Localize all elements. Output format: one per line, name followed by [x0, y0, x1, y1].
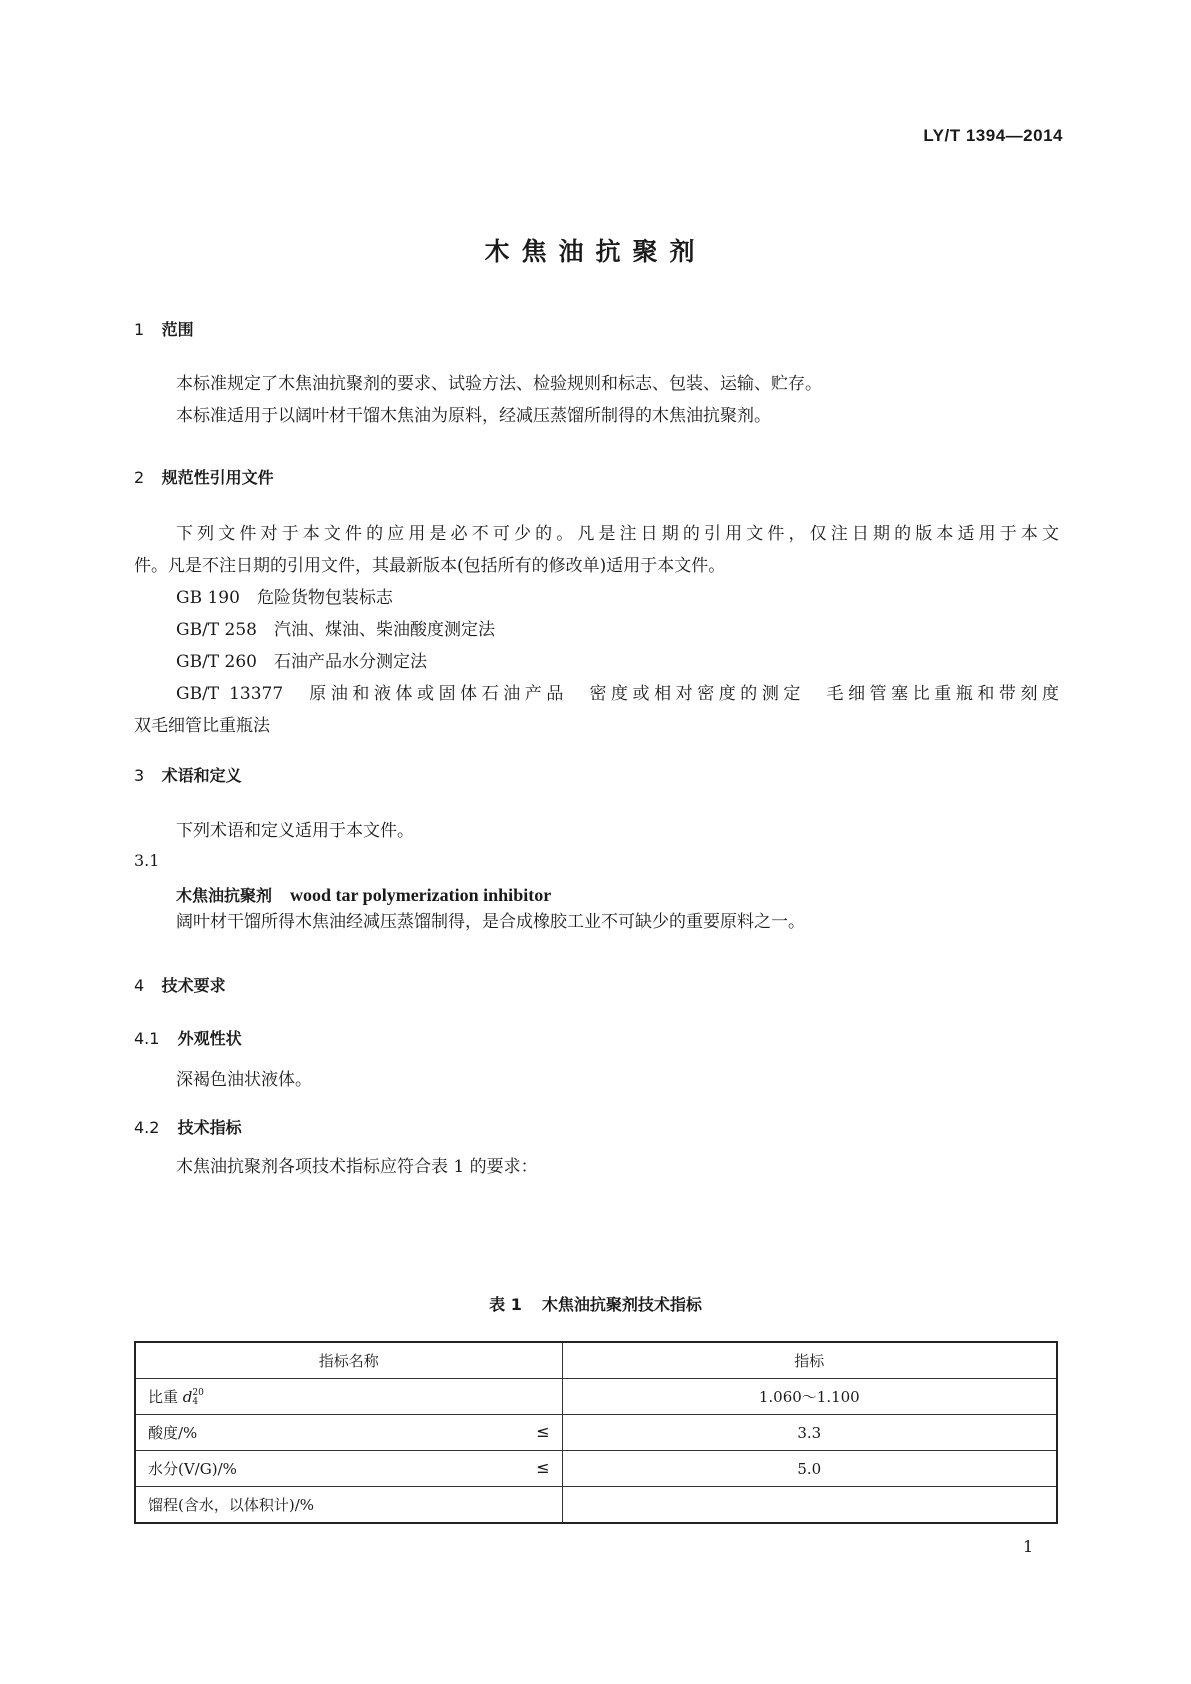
reference-title: 汽油、煤油、柴油酸度测定法 [274, 620, 495, 640]
section-title: 范围 [161, 320, 194, 339]
term-number: 3.1 [134, 851, 160, 870]
table-caption [0, 1292, 1191, 1315]
table-cell-value: 1.060～1.100 [562, 1379, 1057, 1415]
reference-code: GB/T 13377 [176, 684, 284, 704]
paragraph: 本标准规定了木焦油抗聚剂的要求、试验方法、检验规则和标志、包装、运输、贮存。 [176, 374, 822, 394]
density-symbol: d [182, 1388, 193, 1406]
term-definition [134, 906, 1101, 938]
paragraph: 下列术语和定义适用于本文件。 [176, 821, 414, 841]
paragraph: 木焦油抗聚剂各项技术指标应符合表 1 的要求： [176, 1157, 538, 1177]
section-2-body [134, 518, 1059, 742]
section-number: 4.2 [134, 1118, 160, 1137]
subsection-4-1-body [134, 1064, 1101, 1096]
subsection-4-1-heading [134, 1026, 242, 1049]
table-cell-value [562, 1487, 1057, 1524]
less-equal-symbol: ≤ [536, 1458, 550, 1477]
table-cell-value: 5.0 [562, 1451, 1057, 1487]
less-equal-symbol: ≤ [536, 1422, 550, 1441]
indicator-name: 酸度/% [148, 1424, 198, 1442]
symbol-subscript: 4 [192, 1397, 199, 1407]
term-entry [176, 883, 551, 906]
table-number: 表 1 [489, 1295, 522, 1314]
reference-title: 危险货物包装标志 [256, 588, 393, 608]
reference-code: GB/T 258 [176, 620, 257, 640]
table-title: 木焦油抗聚剂技术指标 [541, 1295, 702, 1314]
table-row [135, 1415, 1057, 1451]
section-3-intro [134, 815, 1101, 847]
section-title: 技术指标 [177, 1118, 242, 1137]
table-header-cell: 指标名称 [135, 1342, 562, 1379]
table-header-row [135, 1342, 1057, 1379]
section-2-heading [134, 465, 274, 488]
page-number: 1 [1023, 1537, 1034, 1556]
table-cell-name [135, 1451, 562, 1487]
section-number: 1 [134, 320, 145, 339]
term-chinese: 木焦油抗聚剂 [176, 886, 273, 905]
section-4-heading [134, 973, 226, 996]
section-3-heading [134, 763, 242, 786]
indicator-name: 馏程(含水，以体积计)/% [148, 1496, 315, 1514]
subsection-4-2-body [134, 1151, 1101, 1183]
paragraph: 阔叶材干馏所得木焦油经减压蒸馏制得，是合成橡胶工业不可缺少的重要原料之一。 [176, 912, 805, 932]
paragraph: 深褐色油状液体。 [176, 1070, 312, 1090]
reference-code: GB/T 260 [176, 652, 257, 672]
section-title: 术语和定义 [161, 766, 242, 785]
standard-code: LY/T 1394—2014 [923, 126, 1063, 145]
spec-table [134, 1341, 1058, 1524]
section-1-body [134, 368, 1101, 432]
paragraph-line: 件。凡是不注日期的引用文件，其最新版本(包括所有的修改单)适用于本文件。 [134, 556, 726, 576]
subsection-4-2-heading [134, 1115, 242, 1138]
reference-item [134, 646, 1059, 678]
section-number: 3 [134, 766, 145, 785]
section-1-heading [134, 317, 194, 340]
reference-item [134, 678, 1059, 710]
table-row [135, 1487, 1057, 1524]
table-header-cell: 指标 [562, 1342, 1057, 1379]
paragraph: 本标准适用于以阔叶材干馏木焦油为原料，经减压蒸馏所制得的木焦油抗聚剂。 [176, 406, 771, 426]
section-title: 外观性状 [177, 1029, 242, 1048]
table-row [135, 1451, 1057, 1487]
paragraph-line: 下列文件对于本文件的应用是必不可少的。凡是注日期的引用文件，仅注日期的版本适用于本文 [176, 524, 1059, 544]
table-cell-value: 3.3 [562, 1415, 1057, 1451]
document-title: 木焦油抗聚剂 [484, 237, 707, 266]
reference-title: 石油产品水分测定法 [274, 652, 427, 672]
reference-item [134, 614, 1059, 646]
table-cell-name [135, 1487, 562, 1524]
section-title: 规范性引用文件 [161, 468, 274, 487]
term-english: wood tar polymerization inhibitor [290, 885, 552, 905]
section-number: 2 [134, 468, 145, 487]
section-number: 4.1 [134, 1029, 160, 1048]
reference-item [134, 582, 1059, 614]
indicator-name: 比重 [148, 1388, 179, 1406]
reference-title: 原油和液体或固体石油产品 密度或相对密度的测定 毛细管塞比重瓶和带刻度 [309, 684, 1060, 704]
reference-code: GB 190 [176, 588, 240, 608]
symbol-superscript: 20 [192, 1388, 204, 1398]
table-row [135, 1379, 1057, 1415]
table-cell-name [135, 1379, 562, 1415]
table-cell-name [135, 1415, 562, 1451]
section-title: 技术要求 [161, 976, 226, 995]
section-number: 4 [134, 976, 145, 995]
reference-title-continued: 双毛细管比重瓶法 [134, 716, 270, 736]
indicator-name: 水分(V/G)/% [148, 1460, 237, 1478]
